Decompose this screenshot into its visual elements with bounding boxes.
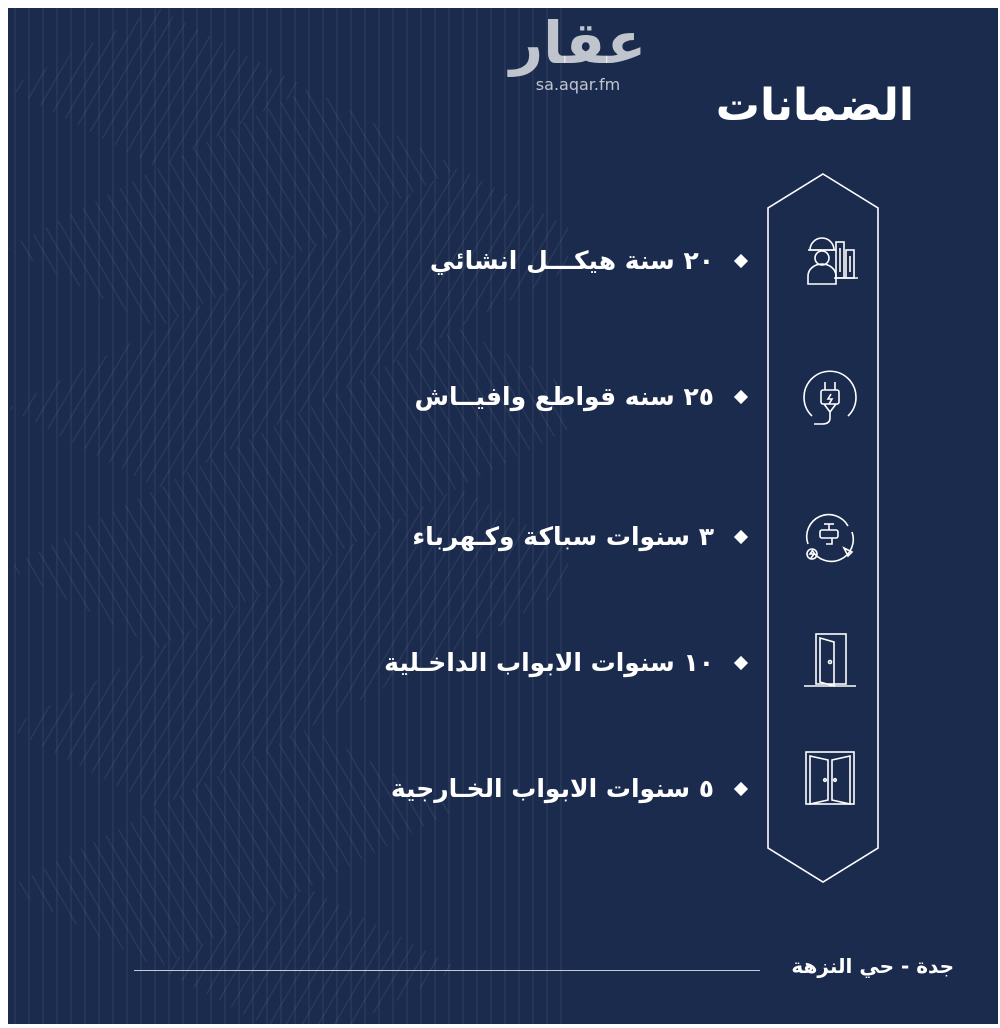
- bullet-diamond: [734, 253, 748, 267]
- guarantee-item-exterior-doors: [391, 774, 746, 803]
- guarantee-text: ٥ سنوات الابواب الخـارجية: [390, 774, 714, 803]
- bullet-diamond: [734, 389, 748, 403]
- guarantee-item-interior-doors: [384, 648, 746, 677]
- watermark: [488, 10, 668, 94]
- footer-divider: [134, 970, 760, 971]
- plumbing-electric-icon: [800, 508, 860, 568]
- construction-worker-icon: [800, 228, 860, 288]
- guarantee-item-plumbing: [412, 522, 746, 551]
- poster: [8, 8, 998, 1024]
- guarantee-text: ١٠ سنوات الابواب الداخـلية: [384, 648, 714, 677]
- guarantee-text: ٢٠ سنة هيكـــل انشائي: [429, 246, 714, 275]
- interior-door-icon: [800, 630, 860, 690]
- watermark-logo: عقار: [509, 9, 647, 77]
- footer-location: جدة - حي النزهة: [791, 954, 954, 978]
- bullet-diamond: [734, 655, 748, 669]
- guarantee-item-switches: [415, 382, 747, 411]
- bullet-diamond: [734, 781, 748, 795]
- guarantee-text: ٣ سنوات سباكة وكـهرباء: [412, 522, 714, 551]
- page-title: الضمانات: [715, 80, 914, 131]
- electric-plug-icon: [800, 368, 860, 428]
- guarantee-item-structure: [430, 246, 746, 275]
- watermark-url: sa.aqar.fm: [535, 75, 621, 94]
- guarantee-text: ٢٥ سنه قواطع وافيــاش: [414, 382, 714, 411]
- exterior-door-icon: [800, 748, 860, 808]
- bullet-diamond: [734, 529, 748, 543]
